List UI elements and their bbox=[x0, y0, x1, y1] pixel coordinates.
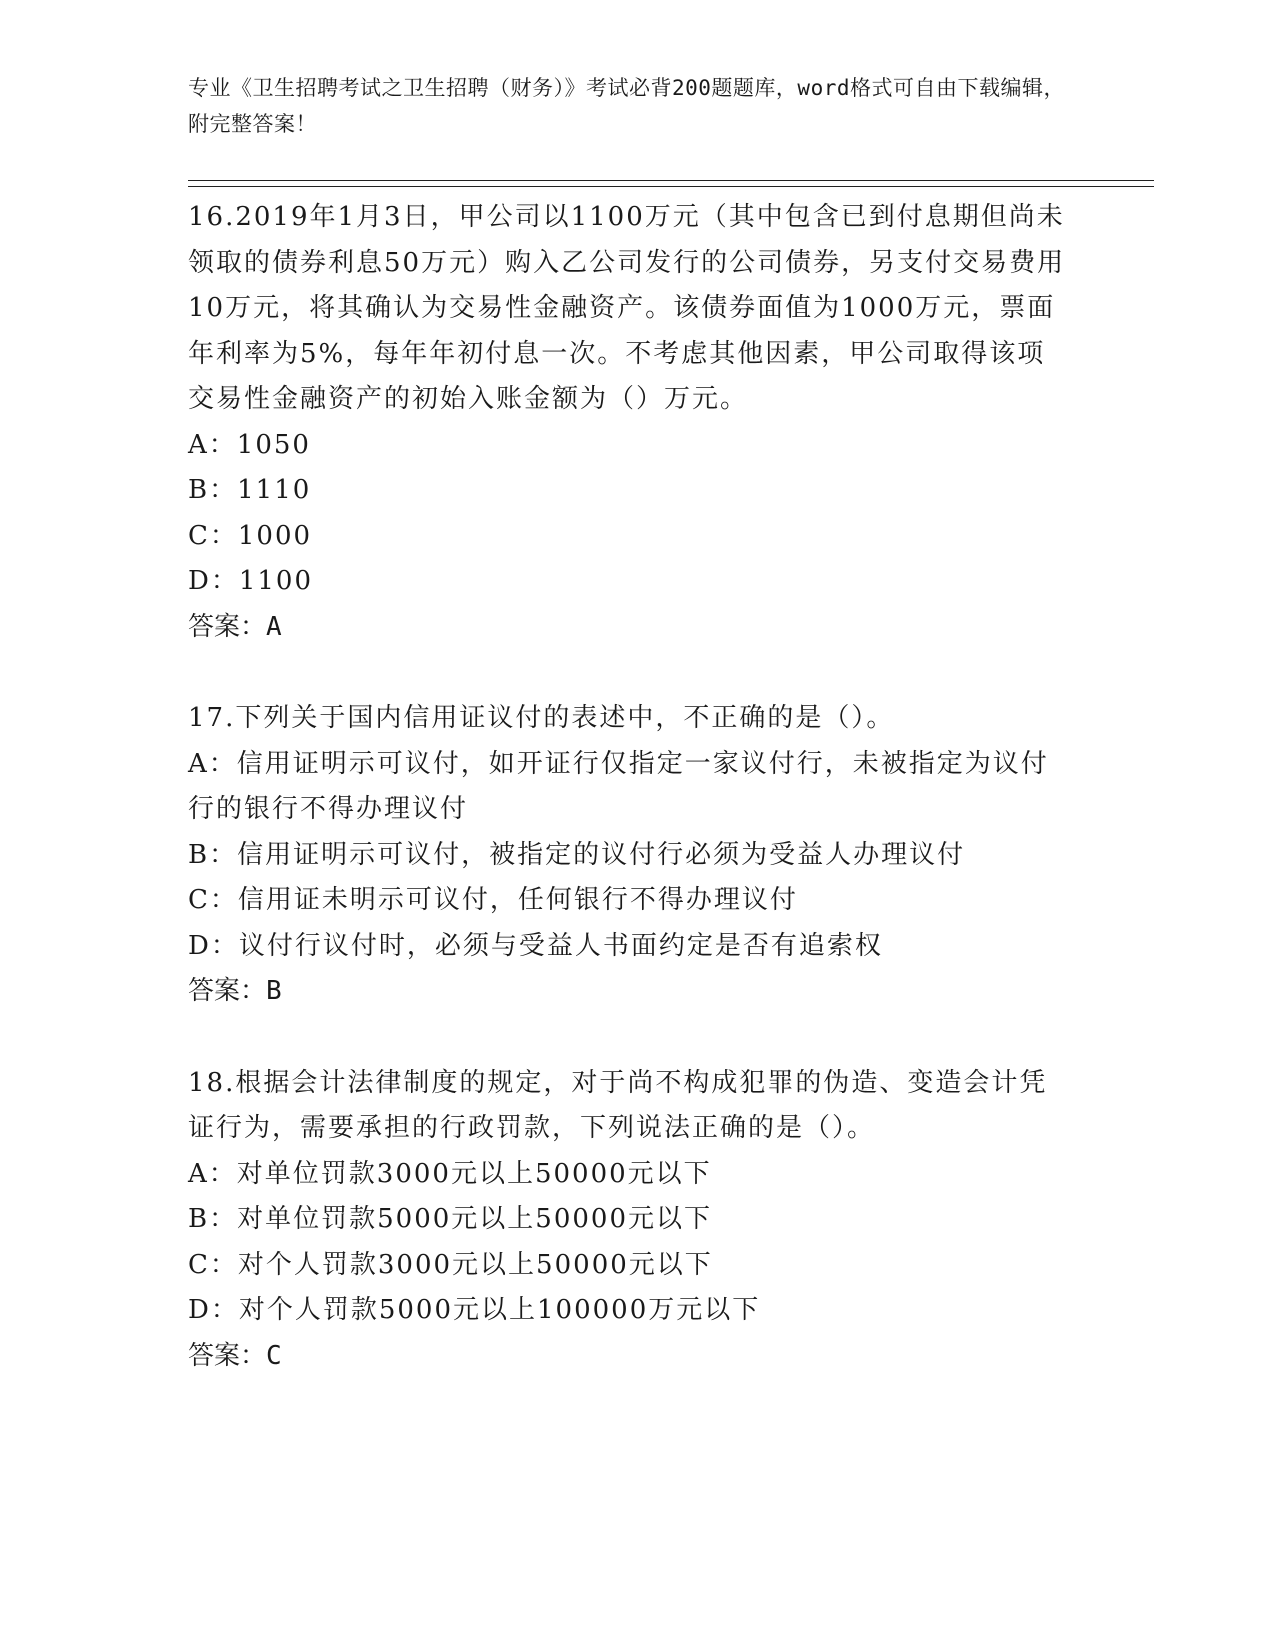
question-16 bbox=[188, 195, 1158, 650]
question-stem: 18.根据会计法律制度的规定，对于尚不构成犯罪的伪造、变造会计凭证行为，需要承担的行政罚款，下列说法正确的是（）。 bbox=[188, 1067, 1048, 1143]
option-b: B：对单位罚款5000元以上50000元以下 bbox=[188, 1204, 712, 1234]
question-18 bbox=[188, 1061, 1158, 1380]
document-header: 专业《卫生招聘考试之卫生招聘（财务）》考试必背200题题库，word格式可自由下载编辑，附完整答案！ bbox=[188, 76, 1065, 136]
question-17 bbox=[188, 696, 1158, 1015]
answer-line: 答案：A bbox=[188, 611, 282, 642]
option-a: A：对单位罚款3000元以上50000元以下 bbox=[188, 1158, 712, 1189]
question-stem: 16.2019年1月3日，甲公司以1100万元（其中包含已到付息期但尚未领取的债券利息50万元）购入乙公司发行的公司债券，另支付交易费用10万元，将其确认为交易性金融资产。该债券面值为1000万元，票面年利率为5%，每年年初付息一次。不考虑其他因素，甲公司取得该项交易性金融资产的初始入账金额为（）万元。 bbox=[188, 202, 1066, 414]
question-stem: 17.下列关于国内信用证议付的表述中，不正确的是（）。 bbox=[188, 703, 895, 733]
answer-line: 答案：B bbox=[188, 976, 282, 1006]
option-d: D：议付行议付时，必须与受益人书面约定是否有追索权 bbox=[188, 930, 883, 961]
question-list bbox=[188, 195, 1158, 1379]
option-b: B：信用证明示可议付，被指定的议付行必须为受益人办理议付 bbox=[188, 839, 966, 870]
document-page bbox=[188, 70, 1158, 1425]
header-divider bbox=[188, 180, 1154, 187]
answer-line: 答案：C bbox=[188, 1340, 282, 1371]
option-c: C：1000 bbox=[188, 520, 313, 551]
option-a: A：信用证明示可议付，如开证行仅指定一家议付行，未被指定为议付行的银行不得办理议付 bbox=[188, 748, 1049, 824]
option-b: B：1110 bbox=[188, 475, 312, 505]
option-c: C：信用证未明示可议付，任何银行不得办理议付 bbox=[188, 885, 798, 915]
option-d: D：1100 bbox=[188, 566, 314, 596]
option-d: D：对个人罚款5000元以上100000万元以下 bbox=[188, 1295, 761, 1325]
option-c: C：对个人罚款3000元以上50000元以下 bbox=[188, 1249, 713, 1280]
option-a: A：1050 bbox=[188, 429, 311, 460]
